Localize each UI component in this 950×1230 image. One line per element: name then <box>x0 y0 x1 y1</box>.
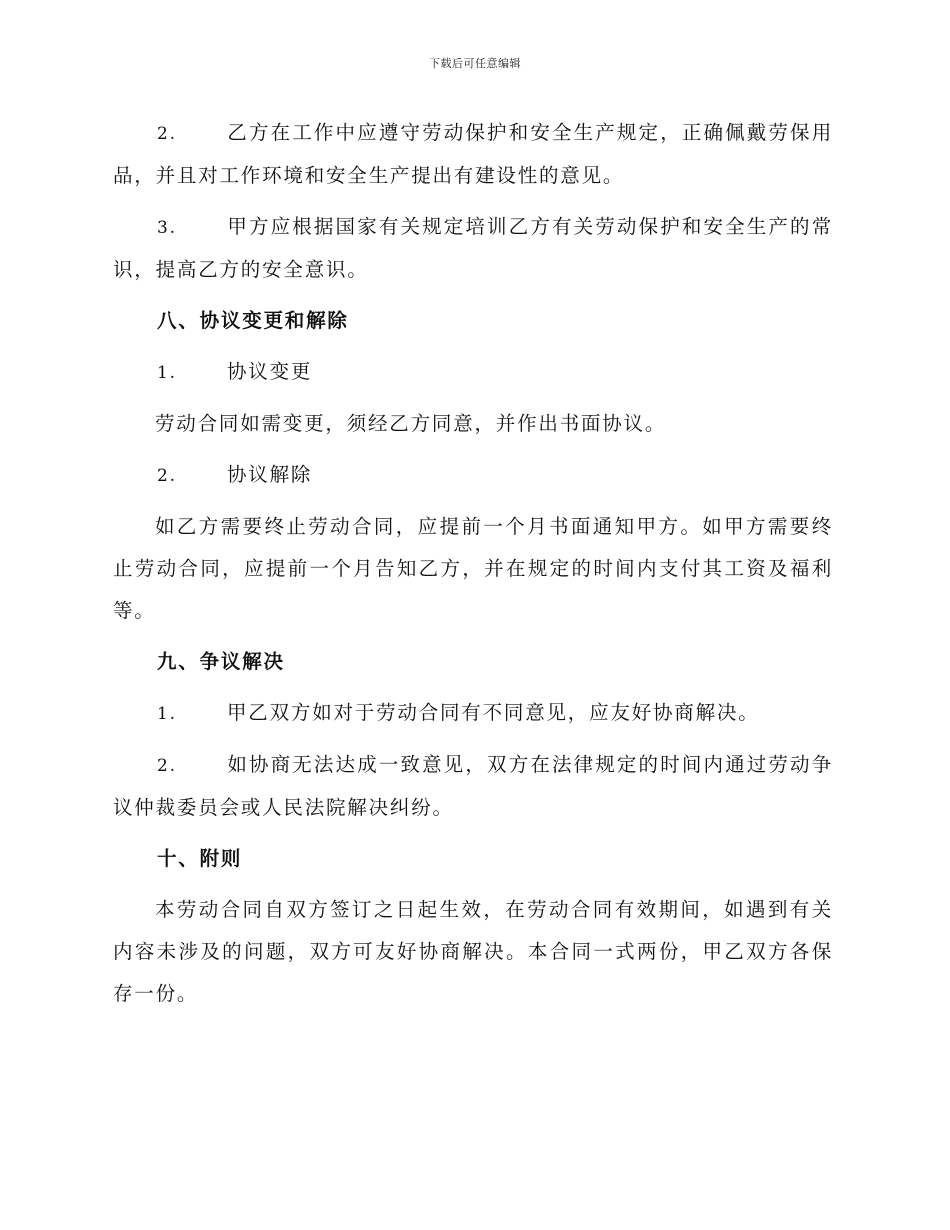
section9-heading: 九、争议解决 <box>157 650 285 673</box>
section10-body: 本劳动合同自双方签订之日起生效，在劳动合同有效期间，如遇到有关内容未涉及的问题，双方可友好协商解决。本合同一式两份，甲乙双方各保存一份。 <box>113 898 833 1005</box>
item-text: 甲乙双方如对于劳动合同有不同意见，应友好协商解决。 <box>227 701 760 724</box>
item-number: 2. <box>157 756 177 776</box>
item-text: 协议解除 <box>227 463 313 486</box>
page-header: 下载后可任意编辑 <box>429 57 521 70</box>
section8-item1 <box>113 351 833 394</box>
section9-item1 <box>113 692 833 735</box>
section8-item2 <box>113 454 833 497</box>
item-number: 1. <box>157 363 177 383</box>
item-number: 2. <box>157 466 177 486</box>
section9-item2 <box>113 744 833 829</box>
item-text: 如协商无法达成一致意见，双方在法律规定的时间内通过劳动争议仲裁委员会或人民法院解决纠纷。 <box>113 753 833 819</box>
item-number: 3. <box>157 218 177 238</box>
section8-item2-body: 如乙方需要终止劳动合同，应提前一个月书面通知甲方。如甲方需要终止劳动合同，应提前一个月告知乙方，并在规定的时间内支付其工资及福利等。 <box>113 515 833 622</box>
section7-item2 <box>113 112 833 197</box>
section8-item1-body: 劳动合同如需变更，须经乙方同意，并作出书面协议。 <box>155 412 667 435</box>
item-number: 2. <box>157 124 177 144</box>
item-number: 1. <box>157 704 177 724</box>
item-text: 甲方应根据国家有关规定培训乙方有关劳动保护和安全生产的常识，提高乙方的安全意识。 <box>113 215 833 281</box>
document-body <box>113 112 833 1015</box>
section7-item3 <box>113 206 833 291</box>
item-text: 乙方在工作中应遵守劳动保护和安全生产规定，正确佩戴劳保用品，并且对工作环境和安全生产提出有建设性的意见。 <box>113 121 833 187</box>
section10-heading: 十、附则 <box>157 847 243 870</box>
item-text: 协议变更 <box>227 360 313 383</box>
section8-heading: 八、协议变更和解除 <box>157 309 349 332</box>
